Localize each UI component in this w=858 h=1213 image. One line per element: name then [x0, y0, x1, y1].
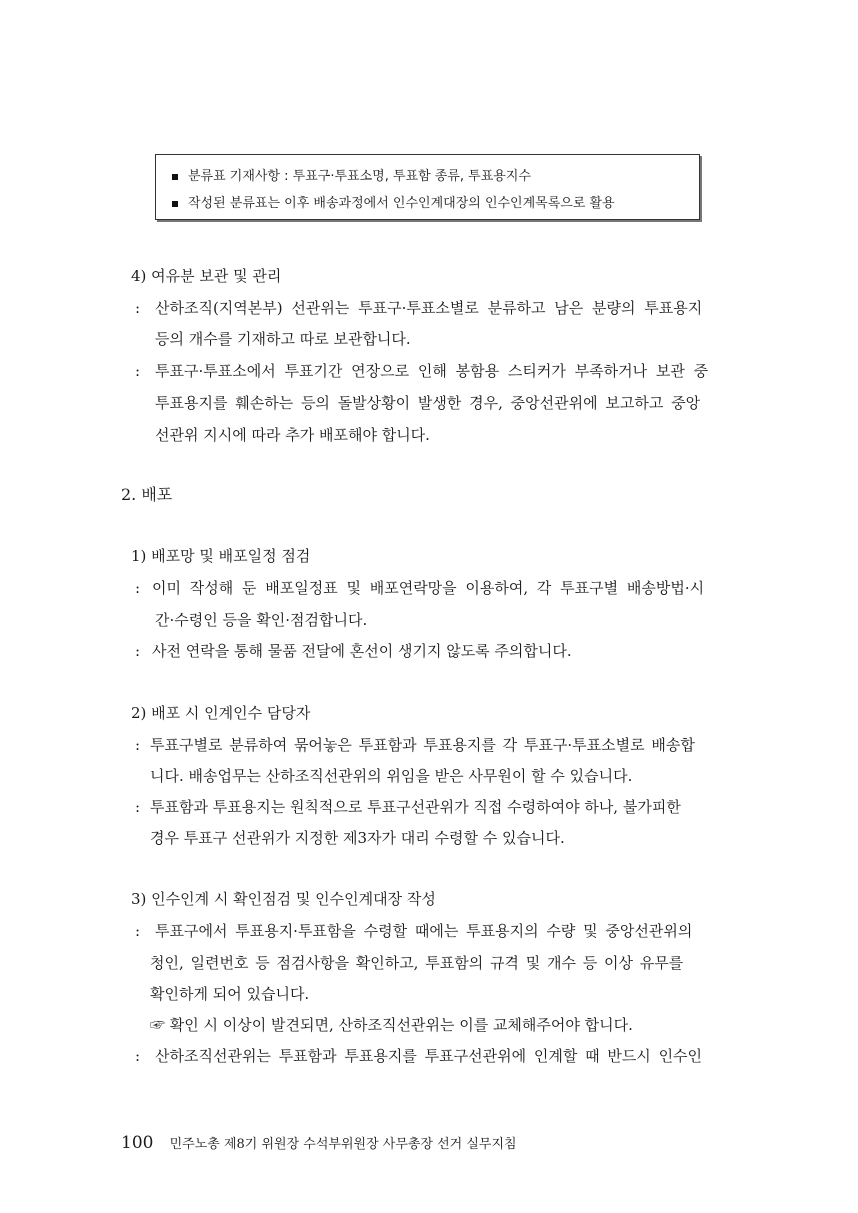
colon-marker: : [135, 579, 141, 597]
paragraph-line: 산하조직(지역본부) 선관위는 투표구·투표소별로 분류하고 남은 분량의 투표용지 [155, 299, 703, 317]
info-box-item [172, 190, 699, 217]
colon-marker: : [135, 922, 141, 940]
colon-marker: : [135, 642, 141, 660]
paragraph-line: 투표구·투표소에서 투표기간 연장으로 인해 봉함용 스티커가 부족하거나 보관 중 [155, 362, 709, 380]
info-box-item [172, 163, 699, 190]
paragraph-line: 이미 작성해 둔 배포일정표 및 배포연락망을 이용하여, 각 투표구별 배송방법·시 [152, 579, 705, 597]
section-heading: 4) 여유분 보관 및 관리 [131, 267, 282, 285]
paragraph-line: 선관위 지시에 따라 추가 배포해야 합니다. [155, 426, 430, 444]
page-number: 100 [121, 1133, 154, 1153]
info-box-text: 분류표 기재사항 : 투표구·투표소명, 투표함 종류, 투표용지수 [188, 169, 531, 184]
paragraph-line: 등의 개수를 기재하고 따로 보관합니다. [155, 330, 411, 348]
section-heading: 2) 배포 시 인계인수 담당자 [131, 704, 311, 722]
paragraph-line: 확인하게 되어 있습니다. [150, 985, 310, 1003]
colon-marker: : [135, 736, 141, 754]
square-bullet-icon [172, 201, 178, 207]
paragraph-line: 경우 투표구 선관위가 지정한 제3자가 대리 수령할 수 있습니다. [150, 829, 565, 847]
info-box-text: 작성된 분류표는 이후 배송과정에서 인수인계대장의 인수인계목록으로 활용 [188, 196, 615, 211]
page-footer [121, 1133, 517, 1153]
paragraph-line: 투표구에서 투표용지·투표함을 수령할 때에는 투표용지의 수량 및 중앙선관위의 [155, 922, 693, 940]
footer-title: 민주노총 제8기 위원장 수석부위원장 사무총장 선거 실무지침 [169, 1137, 517, 1152]
info-box [155, 154, 700, 220]
paragraph-line: 투표구별로 분류하여 묶어놓은 투표함과 투표용지를 각 투표구·투표소별로 배송합 [150, 736, 695, 754]
paragraph-line: 니다. 배송업무는 산하조직선관위의 위임을 받은 사무원이 할 수 있습니다. [150, 767, 633, 785]
paragraph-line: 산하조직선관위는 투표함과 투표용지를 투표구선관위에 인계할 때 반드시 인수인 [155, 1047, 703, 1065]
colon-marker: : [135, 362, 141, 380]
section-heading: 1) 배포망 및 배포일정 점검 [131, 547, 311, 565]
paragraph-line: 투표용지를 훼손하는 등의 돌발상황이 발생한 경우, 중앙선관위에 보고하고 중앙 [155, 394, 701, 412]
colon-marker: : [135, 299, 141, 317]
paragraph-line: 투표함과 투표용지는 원칙적으로 투표구선관위가 직접 수령하여야 하나, 불가피한 [150, 798, 681, 816]
square-bullet-icon [172, 174, 178, 180]
colon-marker: : [135, 1047, 141, 1065]
paragraph-line: 간·수령인 등을 확인·점검합니다. [155, 611, 368, 629]
note-line: ☞ 확인 시 이상이 발견되면, 산하조직선관위는 이를 교체해주어야 합니다. [150, 1016, 633, 1034]
paragraph-line: 청인, 일련번호 등 점검사항을 확인하고, 투표함의 규격 및 개수 등 이상 유무를 [150, 954, 684, 972]
paragraph-line: 사전 연락을 통해 물품 전달에 혼선이 생기지 않도록 주의합니다. [152, 642, 572, 660]
chapter-heading: 2. 배포 [121, 485, 173, 504]
section-heading: 3) 인수인계 시 확인점검 및 인수인계대장 작성 [131, 890, 436, 908]
colon-marker: : [135, 798, 141, 816]
